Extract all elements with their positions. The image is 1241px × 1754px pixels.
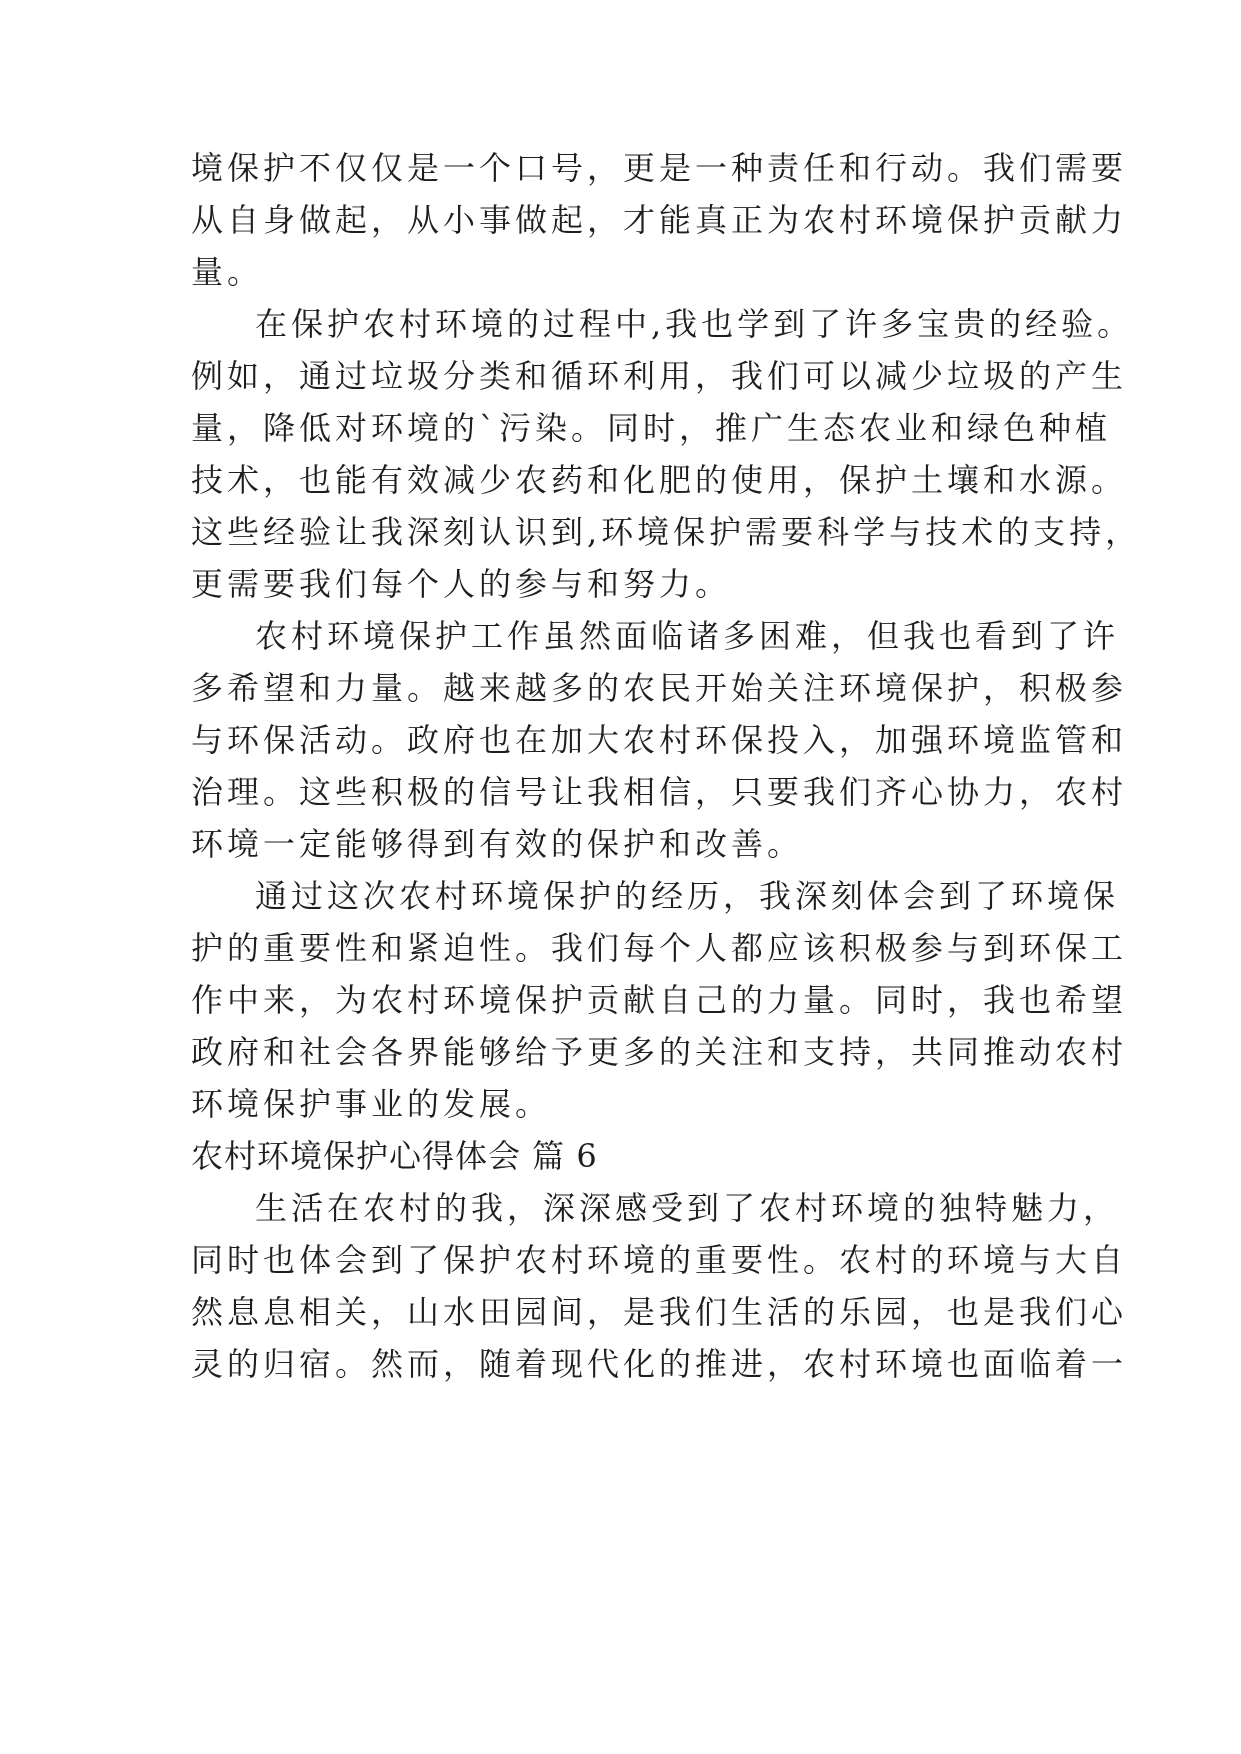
text-line: 量，降低对环境的`污染。同时，推广生态农业和绿色种植 bbox=[191, 409, 1112, 447]
paragraph-start: 农村环境保护工作虽然面临诸多困难，但我也看到了许 bbox=[255, 617, 1120, 655]
text-line: 更需要我们每个人的参与和努力。 bbox=[191, 565, 732, 603]
text-line: 政府和社会各界能够给予更多的关注和支持，共同推动农村 bbox=[191, 1033, 1128, 1071]
text-line: 护的重要性和紧迫性。我们每个人都应该积极参与到环保工 bbox=[191, 929, 1128, 967]
text-line: 例如，通过垃圾分类和循环利用，我们可以减少垃圾的产生 bbox=[191, 357, 1128, 395]
text-line: 灵的归宿。然而，随着现代化的推进，农村环境也面临着一 bbox=[191, 1345, 1128, 1383]
text-line: 治理。这些积极的信号让我相信，只要我们齐心协力，农村 bbox=[191, 773, 1128, 811]
paragraph-start: 通过这次农村环境保护的经历，我深刻体会到了环境保 bbox=[255, 877, 1120, 915]
section-heading: 农村环境保护心得体会 篇 6 bbox=[191, 1137, 598, 1175]
text-line: 从自身做起，从小事做起，才能真正为农村环境保护贡献力 bbox=[191, 201, 1128, 239]
text-line: 同时也体会到了保护农村环境的重要性。农村的环境与大自 bbox=[191, 1241, 1128, 1279]
text-line: 与环保活动。政府也在加大农村环保投入，加强环境监管和 bbox=[191, 721, 1128, 759]
text-line: 技术，也能有效减少农药和化肥的使用，保护土壤和水源。 bbox=[191, 461, 1128, 499]
text-line: 多希望和力量。越来越多的农民开始关注环境保护，积极参 bbox=[191, 669, 1128, 707]
text-line: 环境保护事业的发展。 bbox=[191, 1085, 552, 1123]
text-line: 境保护不仅仅是一个口号，更是一种责任和行动。我们需要 bbox=[191, 149, 1128, 187]
text-line: 量。 bbox=[191, 253, 264, 291]
paragraph-start: 生活在农村的我，深深感受到了农村环境的独特魅力， bbox=[255, 1189, 1120, 1227]
paragraph-start: 在保护农村环境的过程中,我也学到了许多宝贵的经验。 bbox=[255, 305, 1134, 343]
text-line: 环境一定能够得到有效的保护和改善。 bbox=[191, 825, 804, 863]
text-line: 然息息相关，山水田园间，是我们生活的乐园，也是我们心 bbox=[191, 1293, 1128, 1331]
text-line: 作中来，为农村环境保护贡献自己的力量。同时，我也希望 bbox=[191, 981, 1128, 1019]
text-line: 这些经验让我深刻认识到,环境保护需要科学与技术的支持， bbox=[191, 513, 1142, 551]
